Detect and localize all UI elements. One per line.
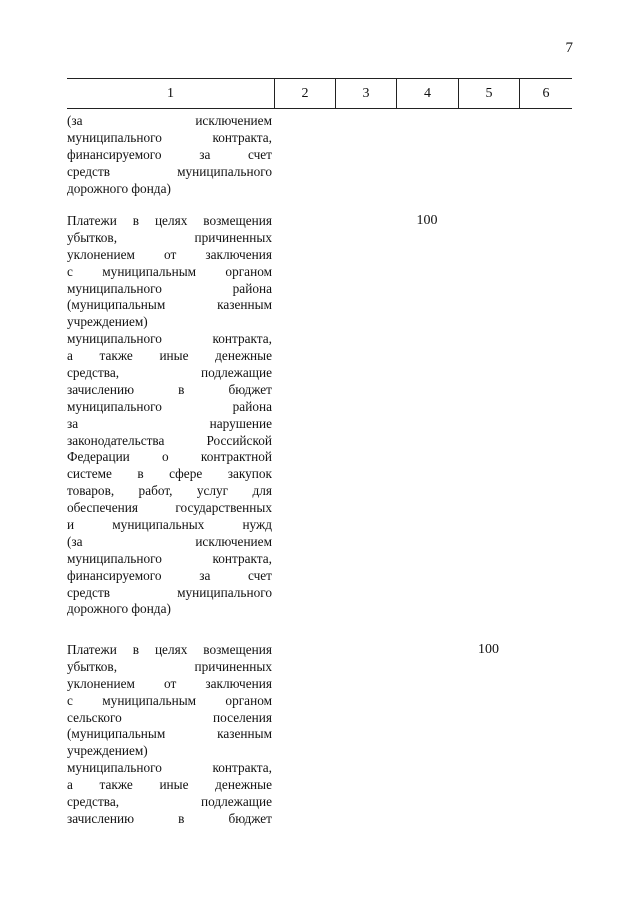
word: подлежащие — [200, 365, 272, 381]
word: района — [232, 280, 272, 296]
word: с — [67, 692, 73, 708]
word: бюджет — [228, 381, 272, 397]
text-line — [67, 433, 272, 450]
word: муниципальным — [102, 263, 197, 279]
text-line — [67, 230, 272, 247]
text-line — [67, 113, 272, 130]
row-value-col4: 100 — [416, 213, 438, 228]
word: возмещения — [203, 642, 272, 657]
word: иные — [159, 348, 189, 364]
word: счет — [247, 146, 272, 162]
table-header — [67, 78, 572, 109]
word: дорожного фонда) — [67, 601, 171, 617]
text-line — [67, 264, 272, 281]
word: поселения — [213, 709, 272, 725]
word: для — [252, 483, 272, 499]
text-line — [67, 382, 272, 399]
word: от — [164, 246, 177, 262]
word: заключения — [205, 675, 272, 691]
text-line — [67, 348, 272, 365]
text-line — [67, 331, 272, 348]
text-line — [67, 416, 272, 433]
word: исключением — [195, 113, 272, 128]
word: также — [99, 777, 133, 793]
word: убытков, — [67, 229, 118, 245]
word: (муниципальным — [67, 297, 166, 313]
text-line — [67, 213, 272, 230]
row-description — [67, 113, 272, 197]
word: счет — [247, 567, 272, 583]
text-line — [67, 710, 272, 727]
text-line — [67, 601, 272, 618]
word: нарушение — [209, 415, 272, 431]
text-line — [67, 314, 272, 331]
word: муниципального — [177, 163, 272, 179]
word: бюджет — [228, 810, 272, 826]
word: муниципального — [67, 550, 162, 566]
word: нужд — [242, 517, 272, 533]
word: контрактной — [200, 449, 272, 465]
text-line — [67, 568, 272, 585]
text-line — [67, 693, 272, 710]
word: в — [132, 642, 140, 657]
text-line — [67, 297, 272, 314]
text-line — [67, 130, 272, 147]
word: товаров, — [67, 483, 115, 499]
word: за — [199, 567, 211, 583]
word: уклонением — [67, 675, 135, 691]
word: государственных — [175, 500, 272, 516]
word: услуг — [196, 483, 229, 499]
word: муниципального — [67, 280, 162, 296]
text-line — [67, 794, 272, 811]
word: законодательства — [67, 432, 165, 448]
word: в — [178, 381, 185, 397]
word: возмещения — [203, 213, 272, 228]
word: сфере — [169, 466, 203, 482]
row-description — [67, 213, 272, 618]
text-line — [67, 517, 272, 534]
word: с — [67, 263, 73, 279]
row-value-col5: 100 — [478, 642, 499, 657]
text-line — [67, 399, 272, 416]
text-line — [67, 811, 272, 828]
word: обеспечения — [67, 500, 138, 516]
word: муниципальным — [102, 692, 197, 708]
text-line — [67, 743, 272, 760]
word: финансируемого — [67, 567, 162, 583]
text-line — [67, 483, 272, 500]
text-line — [67, 281, 272, 298]
word: целях — [154, 213, 188, 228]
word: системе — [67, 466, 112, 482]
column-header-2: 2 — [274, 79, 335, 108]
word: Федерации — [67, 449, 130, 465]
word: убытков, — [67, 658, 118, 674]
word: органом — [225, 263, 272, 279]
text-line — [67, 164, 272, 181]
word: в — [137, 466, 144, 482]
word: о — [162, 449, 169, 465]
word: (за — [67, 533, 83, 549]
word: казенным — [217, 726, 272, 742]
column-header-1: 1 — [167, 86, 174, 101]
text-line — [67, 777, 272, 794]
word: (за — [67, 113, 83, 128]
page-number: 7 — [565, 40, 573, 56]
word: причиненных — [194, 658, 272, 674]
text-line — [67, 147, 272, 164]
word: муниципального — [177, 584, 272, 600]
text-line — [67, 365, 272, 382]
word: Платежи — [67, 213, 117, 228]
word: и — [67, 517, 75, 533]
word: заключения — [205, 246, 272, 262]
column-header-4: 4 — [396, 79, 458, 108]
word: денежные — [215, 348, 272, 364]
text-line — [67, 466, 272, 483]
word: контракта, — [212, 331, 272, 347]
text-line — [67, 659, 272, 676]
word: а — [67, 348, 73, 364]
word: закупок — [227, 466, 272, 482]
word: Платежи — [67, 642, 117, 657]
row-description — [67, 642, 272, 828]
text-line — [67, 585, 272, 602]
word: целях — [154, 642, 188, 657]
word: в — [132, 213, 140, 228]
word: за — [67, 415, 79, 431]
word: муниципального — [67, 398, 162, 414]
word: контракта, — [212, 550, 272, 566]
word: иные — [159, 777, 189, 793]
word: органом — [225, 692, 272, 708]
word: муниципальных — [112, 517, 205, 533]
word: дорожного фонда) — [67, 180, 171, 196]
word: учреждением) — [67, 314, 148, 330]
table-row-3 — [67, 642, 572, 828]
word: зачислению — [67, 810, 135, 826]
word: средства, — [67, 365, 120, 381]
word: а — [67, 777, 73, 793]
table-row-1 — [67, 113, 572, 197]
word: от — [164, 675, 177, 691]
word: финансируемого — [67, 146, 162, 162]
text-line — [67, 247, 272, 264]
text-line — [67, 760, 272, 777]
text-line — [67, 500, 272, 517]
text-line — [67, 534, 272, 551]
word: денежные — [215, 777, 272, 793]
word: контракта, — [212, 129, 272, 145]
word: уклонением — [67, 246, 135, 262]
word: сельского — [67, 709, 122, 725]
word: в — [178, 810, 185, 826]
word: за — [199, 146, 211, 162]
column-header-3: 3 — [335, 79, 396, 108]
text-line — [67, 676, 272, 693]
word: средств — [67, 163, 111, 179]
text-line — [67, 642, 272, 659]
text-line — [67, 449, 272, 466]
word: Российской — [206, 432, 272, 448]
word: района — [232, 398, 272, 414]
text-line — [67, 726, 272, 743]
column-header-6: 6 — [519, 79, 572, 108]
text-line — [67, 551, 272, 568]
word: средства, — [67, 794, 120, 810]
text-line — [67, 181, 272, 198]
word: исключением — [195, 533, 272, 549]
word: учреждением) — [67, 743, 148, 759]
word: муниципального — [67, 760, 162, 776]
word: контракта, — [212, 760, 272, 776]
word: работ, — [138, 483, 173, 499]
word: подлежащие — [200, 794, 272, 810]
word: также — [99, 348, 133, 364]
word: причиненных — [194, 229, 272, 245]
word: (муниципальным — [67, 726, 166, 742]
word: муниципального — [67, 129, 162, 145]
column-header-5: 5 — [458, 79, 519, 108]
word: муниципального — [67, 331, 162, 347]
table-row-2 — [67, 213, 572, 618]
word: средств — [67, 584, 111, 600]
word: зачислению — [67, 381, 135, 397]
word: казенным — [217, 297, 272, 313]
